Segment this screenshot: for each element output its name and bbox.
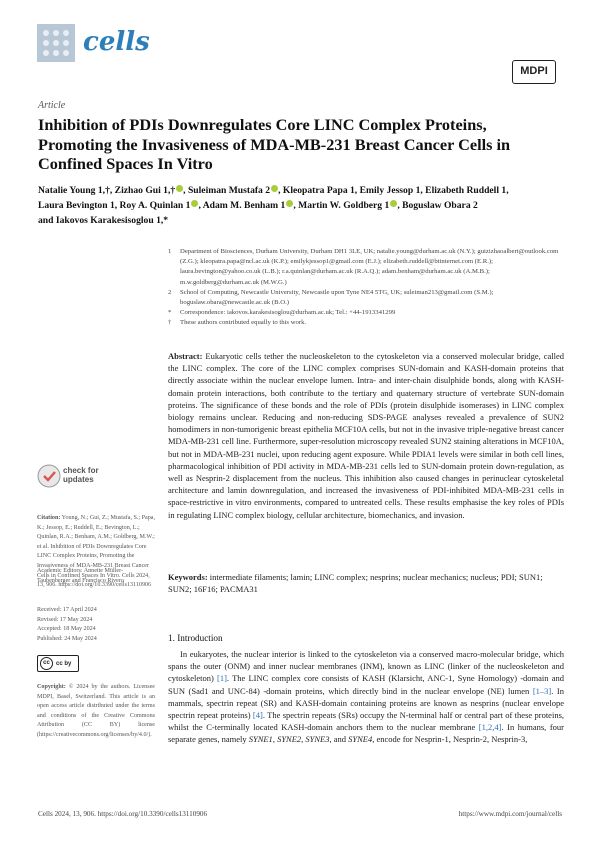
revised-date: Revised: 17 May 2024 bbox=[37, 616, 93, 623]
cc-circle-icon: cc bbox=[40, 657, 53, 670]
author-text: Laura Bevington 1, Roy A. Quinlan 1 bbox=[38, 200, 191, 211]
affiliation-mark: 2 bbox=[168, 288, 172, 296]
citation-label: Citation: bbox=[37, 515, 61, 521]
affiliation-item bbox=[168, 318, 563, 328]
reference-link[interactable]: [1–3] bbox=[532, 685, 552, 696]
cc-label: cc by bbox=[56, 660, 72, 667]
journal-logo-icon bbox=[37, 24, 75, 62]
gene-name: SYNE3 bbox=[305, 734, 330, 745]
intro-text: . In humans, four separate genes, namely bbox=[168, 722, 565, 745]
author-text: , Kleopatra Papa 1, Emily Jessop 1, Elizabeth Ruddell 1, bbox=[278, 185, 509, 196]
abstract-text: Eukaryotic cells tether the nucleoskeleton to the cytoskeleton via a conserved molecular bridge, called the LINC complex. The core of the LINC complex comprises SUN-domain and KASH-domain proteins that directly associate within the nuclear envelope lumen. Intra- and inter-chain disulphide bonds, along with KASH-domain protein interactions, both contribute to the tertiary and quaternary structure of vertebrate SUN-domain proteins. The significance of these bonds and the role of PDIs (protein disulphide isomerases) in LINC complex biology remains unclear. Reducing and non-reducing SDS-PAGE analyses revealed a prevalence of SUN2 homodimers in non-tumorigenic breast epithelia MCF10A cells, but not in the invasive triple-negative breast cancer MDA-MB-231 cell line. Furthermore, super-resolution microscopy revealed SUN2 staining alterations in MCF10A, but not in MDA-MB-231 nuclei, upon reducing agent exposure. While PDIA1 levels were similar in both cell lines, pharmacological inhibition of PDI activity in MDA-MB-231 cells led to SUN-domain protein down-regulation, as well as Nesprin-2 displacement from the nucleus. This inhibition also caused changes in perinuclear cytoskeletal architecture and lamin downregulation, and increased the invasiveness of PDI-inhibited MDA-MB-231 cells in space-restrictive in vitro environments, compared to untreated cells. These results emphasise the key roles of PDIs in regulating LINC complex biology, cellular architecture, biomechanics, and invasion. bbox=[168, 351, 564, 520]
keywords bbox=[168, 571, 564, 595]
author-text: , Martin W. Goldberg 1 bbox=[293, 200, 390, 211]
journal-name[interactable]: cells bbox=[83, 27, 150, 57]
reference-link[interactable]: [1] bbox=[216, 673, 227, 684]
intro-text: , bbox=[301, 734, 306, 745]
author-list bbox=[38, 183, 558, 228]
footer-journal-link[interactable]: https://www.mdpi.com/journal/cells bbox=[458, 810, 562, 818]
affiliation-text: Department of Biosciences, Durham University, Durham DH1 3LE, UK; natalie.young@durham.ac.uk (N.Y.); guizizhaoalbert@outlook.com (Z.G.); kleopatra.papa@ncl.ac.uk (K.P.); emilykjessop1@gmail.com (E.J.); elizabeth.ruddell@btinternet.com (E.R.); laura.bevington@yahoo.co.uk (L.B.); r.a.quinlan@durham.ac.uk (R.A.Q.); adam.benham@durham.ac.uk (A.M.B.); m.w.goldberg@durham.ac.uk (M.W.G.) bbox=[180, 248, 559, 286]
academic-editors: Academic Editors: Annette Müller-Taubenberger and Francisco Rivero bbox=[37, 568, 124, 584]
article-title: Inhibition of PDIs Downregulates Core LINC Complex Proteins, Promoting the Invasiveness of MDA-MB-231 Breast Cancer Cells in Confined Spaces In Vitro bbox=[38, 115, 511, 173]
dates-block bbox=[37, 606, 155, 644]
author-text: , Suleiman Mustafa 2 bbox=[183, 185, 271, 196]
intro-text: , encode for Nesprin-1, Nesprin-2, Nesprin-3, bbox=[372, 734, 528, 745]
intro-paragraph bbox=[168, 648, 564, 746]
copyright-text: © 2024 by the authors. Licensee MDPI, Basel, Switzerland. This article is an open access article distributed under the terms and conditions of the Creative Commons Attribution (CC BY) license (https://creativecommons.org/licenses/by/4.0/). bbox=[37, 684, 155, 738]
author-text: Natalie Young 1,†, Zizhao Gui 1,† bbox=[38, 185, 176, 196]
gene-name: SYNE1 bbox=[248, 734, 273, 745]
gene-name: SYNE4 bbox=[348, 734, 373, 745]
intro-text: In eukaryotes, the nuclear interior is linked to the cytoskeleton via a conserved macro-molecular bridge, which spans the outer (ONM) and inner nuclear membranes (INM), known as LINC (linker of the nucleoskeleton and cytoskeleton) bbox=[168, 649, 564, 684]
publisher-logo[interactable]: MDPI bbox=[512, 60, 556, 84]
reference-link[interactable]: [1,2,4] bbox=[478, 722, 502, 733]
intro-text: . The spectrin repeats (SRs) occupy the N-terminal half or central part of these proteins, whilst the C-terminally located KASH-domain anchors them to the nuclear membrane bbox=[168, 710, 564, 733]
affiliation-mark: * bbox=[168, 309, 172, 317]
citation-text: Young, N.; Gui, Z.; Mustafa, S.; Papa, K.; Jessop, E.; Ruddell, E.; Bevington, L.; Quinlan, R.A.; Benham, A.M.; Goldberg, M.W.; et al. Inhibition of PDIs Downregulates Core LINC Complex Proteins, Promoting the Invasiveness of MDA-MB-231 Breast Cancer Cells in Confined Spaces In Vitro. Cells 2024, 13, 906. https://doi.org/10.3390/cells13110906 bbox=[37, 515, 155, 589]
keywords-label: Keywords: bbox=[168, 572, 208, 582]
gene-name: SYNE2 bbox=[277, 734, 302, 745]
affiliation-mark: † bbox=[168, 319, 172, 327]
footer-citation[interactable]: Cells 2024, 13, 906. https://doi.org/10.3390/cells13110906 bbox=[38, 810, 208, 818]
intro-text: . In mammals, spectrin repeat (SR) and KASH-domain containing proteins are known as nesprins (nuclear envelope spectrin repeat proteins) bbox=[168, 685, 564, 721]
author-text: and Iakovos Karakesisoglou 1,* bbox=[38, 215, 169, 226]
author-text: , Adam M. Benham 1 bbox=[198, 200, 286, 211]
author-text: , Boguslaw Obara 2 bbox=[397, 200, 478, 211]
abstract bbox=[168, 350, 564, 521]
intro-text: , bbox=[272, 734, 278, 745]
orcid-icon[interactable] bbox=[271, 185, 278, 192]
copyright-label: Copyright: bbox=[37, 684, 66, 690]
affiliation-item bbox=[168, 247, 563, 288]
check-for-updates-label[interactable]: check for updates bbox=[63, 466, 99, 484]
received-date: Received: 17 April 2024 bbox=[37, 607, 97, 613]
affiliation-item bbox=[168, 288, 563, 308]
intro-text: , and bbox=[329, 734, 349, 745]
published-date: Published: 24 May 2024 bbox=[37, 635, 97, 642]
article-type: Article bbox=[38, 100, 66, 111]
affiliation-item bbox=[168, 308, 563, 318]
intro-text: . The LINC complex core consists of KASH (Klarsicht, ANC-1, Syne Homology) -domain and SUN (Sad1 and UNC-84) -domain proteins, which directly bind in the nuclear envelope (NE) lumen bbox=[168, 673, 564, 696]
affiliations bbox=[168, 247, 563, 329]
creative-commons-icon[interactable] bbox=[37, 655, 79, 672]
affiliation-text: Correspondence: iakovos.karakesisoglou@durham.ac.uk; Tel.: +44-1913341299 bbox=[180, 309, 396, 317]
affiliation-mark: 1 bbox=[168, 248, 172, 255]
abstract-label: Abstract: bbox=[168, 351, 203, 361]
check-for-updates-icon[interactable] bbox=[37, 464, 61, 488]
section-heading: 1. Introduction bbox=[168, 633, 223, 643]
reference-link[interactable]: [4] bbox=[252, 710, 263, 721]
accepted-date: Accepted: 18 May 2024 bbox=[37, 626, 96, 633]
keywords-text: intermediate filaments; lamin; LINC complex; nesprins; nuclear mechanics; nucleus; PDI; SUN1; SUN2; 16F16; PACMA31 bbox=[168, 572, 543, 595]
copyright-block bbox=[37, 683, 155, 741]
affiliation-text: These authors contributed equally to this work. bbox=[180, 319, 307, 327]
affiliation-text: School of Computing, Newcastle University, Newcastle upon Tyne NE4 5TG, UK; suleiman213@gmail.com (S.M.); boguslaw.obara@newcastle.ac.uk (B.O.) bbox=[180, 288, 494, 307]
